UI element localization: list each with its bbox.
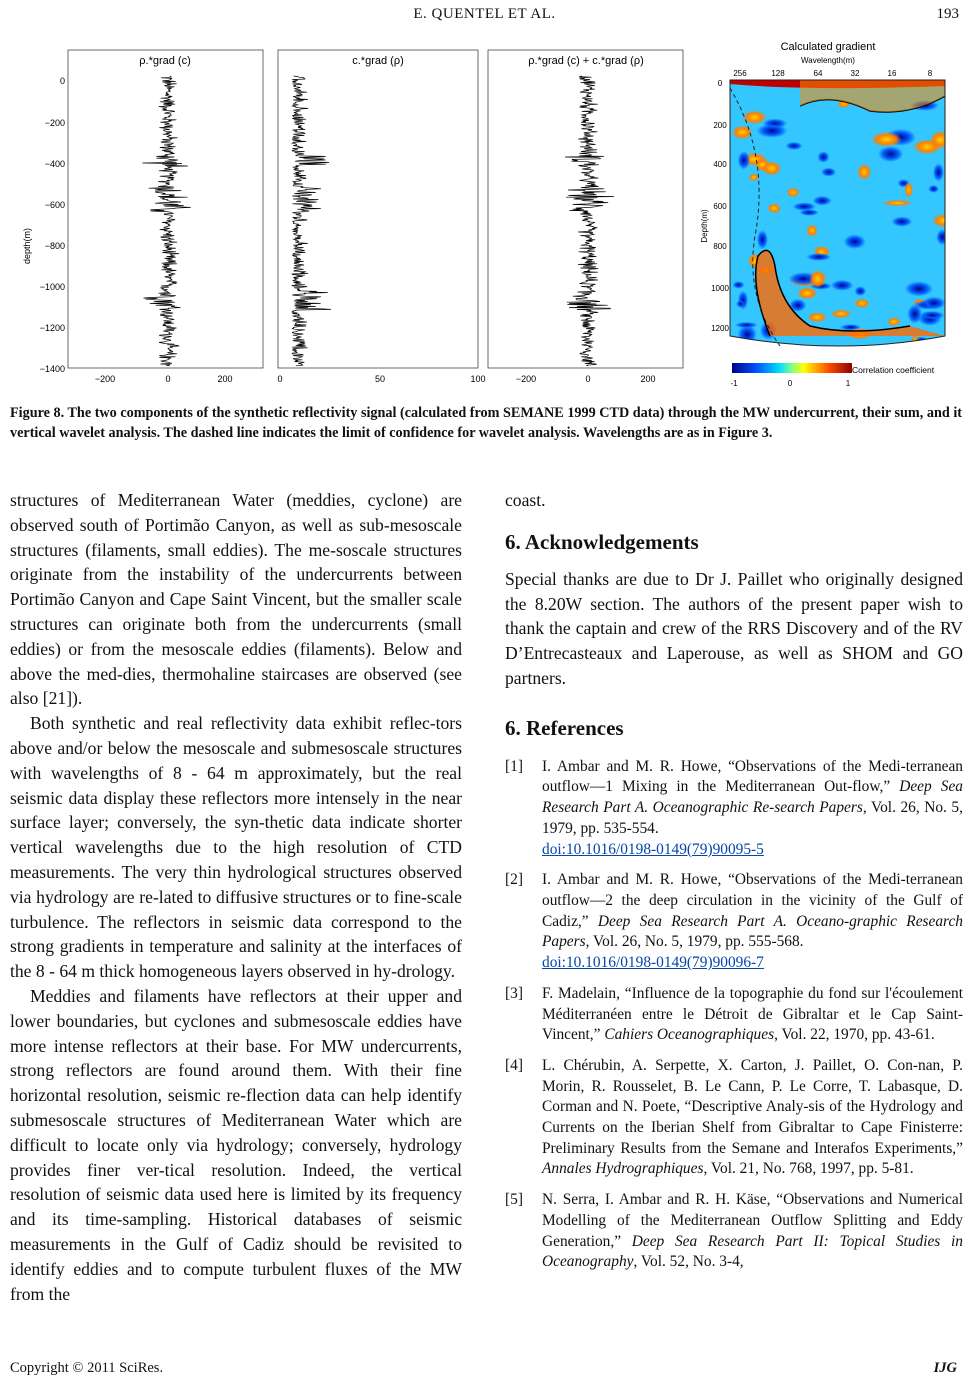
wavelet-feature (821, 168, 836, 177)
wavelet-feature (907, 304, 922, 323)
x-tick-labels (95, 374, 656, 384)
wavelet-feature (806, 253, 831, 261)
figure-8 (10, 36, 960, 394)
y-tick: −1200 (39, 323, 65, 333)
x-tick: −200 (515, 374, 537, 384)
wavelet-feature (762, 161, 782, 175)
journal-abbrev: IJG (933, 1360, 957, 1376)
reference-list (505, 757, 963, 1273)
colorbar-tick: 0 (787, 379, 793, 388)
y-tick: 0 (59, 76, 65, 86)
reference-item (505, 1190, 963, 1273)
x-tick: 0 (585, 374, 591, 384)
wavelength-tick: 16 (887, 69, 897, 78)
y-tick: −400 (44, 159, 65, 169)
wavelet-feature (920, 311, 945, 320)
depth-tick: 600 (713, 202, 727, 211)
figure-caption: Figure 8. The two components of the synthetic reflectivity signal (calculated from SEMANE 1999 CTD data) through the MW undercurrent, their sum, and it vertical wavelet analysis. The dashed line indicates the limit of confidence for wavelet analysis. Wavelengths are as in Figure 3. (10, 405, 962, 441)
wavelet-feature (736, 300, 745, 308)
x-tick: 100 (470, 374, 486, 384)
wavelet-feature (813, 196, 832, 206)
wavelet-feature (887, 317, 900, 326)
reference-details: , Vol. 26, No. 5, 1979, pp. 555-568. (585, 933, 804, 951)
depth-tick: 800 (713, 242, 727, 251)
wavelet-feature (735, 322, 758, 328)
wavelength-tick: 256 (733, 69, 747, 78)
y-tick: −1000 (39, 282, 65, 292)
acknowledgements-heading: 6. Acknowledgements (505, 529, 699, 554)
y-axis-label: depth(m) (22, 227, 32, 265)
doi-link[interactable]: doi:10.1016/0198-0149(79)90095-5 (542, 840, 764, 858)
reference-text: F. Madelain, “Influence de la topographie du fond sur l'écoulement Méditerranéen entre le Détroit de Gibraltar et le Cap Saint-Vincent,” (542, 984, 963, 1044)
colorbar-ticks (730, 379, 850, 388)
wavelet-feature (806, 224, 818, 237)
wavelet-feature (855, 286, 867, 296)
wavelength-tick: 8 (927, 69, 933, 78)
colorbar (732, 363, 852, 373)
wavelet-feature (757, 124, 788, 138)
page-number: 193 (936, 6, 959, 22)
running-header: E. QUENTEL ET AL. (413, 6, 556, 22)
wavelet-feature (854, 299, 870, 308)
y-tick: −1400 (39, 364, 65, 374)
wavelength-ticks (733, 69, 932, 78)
reference-number: [2] (505, 871, 523, 889)
wavelet-feature (831, 280, 854, 291)
reference-details: , Vol. 26, No. 5, 1979, pp. 535-554. (542, 799, 963, 837)
reference-item (505, 870, 963, 974)
reference-journal: Deep Sea Research Part A. Oceano-graphic Research Papers (542, 912, 963, 951)
wavelet-title: Calculated gradient (780, 41, 876, 53)
reference-journal: Annales Hydrographiques (542, 1160, 704, 1178)
x-tick: 0 (277, 374, 283, 384)
wavelet-feature (808, 312, 827, 322)
panel-3-title: ρ.*grad (c) + c.*grad (ρ) (528, 55, 644, 67)
signal-trace-c-grad-rho (292, 76, 331, 366)
panel-1-title: ρ.*grad (c) (139, 55, 191, 67)
wavelet-feature (933, 163, 944, 181)
wavelet-map (730, 80, 956, 350)
reference-journal: Cahiers Oceanographiques (604, 1026, 775, 1044)
x-tick: −200 (94, 374, 116, 384)
depth-tick: 400 (713, 160, 727, 169)
wavelet-feature (878, 146, 903, 162)
wavelet-feature (904, 182, 913, 198)
x-tick: 0 (165, 374, 171, 384)
wavelet-feature (928, 185, 938, 193)
wavelet-feature (871, 132, 902, 147)
paragraph: Meddies and filaments have reflectors at their upper and lower boundaries, but cyclones and submesoscale eddies have more intense reflectors at their base. For MW undercurrents, strong reflectors are found around them. With their fine horizontal resolution, seismic re-flection data can help identify submesoscale structures of Mediterranean Water which are difficult to locate only via hydrology; conversely, hydrology provides finer ver-tical resolution. Indeed, the vertical resolution of seismic data used here is limited by its frequency and its time-sampling. Historical databases of seismic measurements in the Gulf of Cadiz should be revisited to identify eddies and to compute turbulent fluxes of the MW from the (10, 985, 462, 1304)
wavelet-feature (786, 188, 799, 198)
reference-item (505, 1056, 963, 1180)
wavelet-feature (922, 297, 946, 310)
paragraph: Both synthetic and real reflectivity data exhibit reflec-tors above and/or below the mesoscale and submesoscale structures with wavelengths of 8 - 64 m approximately, but the real seismic data display these reflectors more intensely in the near surface layer; conversely, the syn-thetic data indicate shorter vertical wavelengths due to the high resolution of CTD measurements. The very thin hydrological structures observed via hydrology are re-lated to diffusive structures or to fine-scale turbulence. The reflectors in seismic data correspond to the strong gradients in temperature and salinity at the interfaces of the 8 - 64 m thick homogeneous layers observed in hy-drology. (10, 713, 462, 982)
depth-ticks (711, 79, 729, 333)
wavelet-feature (749, 174, 759, 182)
panel-2-title: c.*grad (ρ) (352, 55, 404, 67)
reference-details: , Vol. 22, 1970, pp. 43-61. (774, 1026, 935, 1044)
wavelet-feature (797, 287, 818, 299)
reference-text: I. Ambar and M. R. Howe, “Observations of the Medi-terranean outflow—2 the deep circulation in the vicinity of the Gulf of Cadiz,” (542, 871, 963, 930)
depth-tick: 200 (713, 121, 727, 130)
wavelet-feature (738, 151, 751, 169)
wavelet-feature (732, 125, 753, 139)
wavelet-feature (913, 139, 941, 154)
figure-8-svg (10, 36, 960, 394)
reference-number: [1] (505, 757, 523, 775)
reference-number: [4] (505, 1056, 523, 1074)
signal-trace-sum (565, 76, 614, 366)
wavelet-feature (932, 214, 956, 227)
depth-tick: 1000 (711, 284, 729, 293)
copyright: Copyright © 2011 SciRes. (10, 1360, 164, 1376)
colorbar-label: Correlation coefficient (852, 365, 935, 375)
wavelet-feature (936, 229, 948, 245)
x-tick: 200 (217, 374, 233, 384)
y-tick: −600 (44, 200, 65, 210)
wavelet-feature (817, 151, 829, 163)
reference-item (505, 984, 963, 1046)
wavelet-feature (767, 203, 781, 213)
wavelet-subtitle: Wavelength(m) (801, 56, 855, 65)
colorbar-tick: 1 (845, 379, 851, 388)
colorbar-tick: -1 (730, 379, 738, 388)
y-tick: −800 (44, 241, 65, 251)
paragraph: structures of Mediterranean Water (meddies, cyclone) are observed south of Portimão Canyon, as well as sub-mesoscale structures (filaments, small eddies). The me-soscale structures originate from the instability of the undercurrents between Portimão Canyon and Cape Saint Vincent, but the smaller scale structures can originate both from the undercurrents (small eddies) or from the mesoscale eddies (filaments). Below and above the med-dies, thermohaline staircases are observed (see also [21]). (10, 490, 462, 709)
reference-number: [5] (505, 1191, 523, 1209)
reference-item (505, 757, 963, 861)
reference-journal: Deep Sea Research Part A. Oceanographic Re-search Papers (542, 778, 963, 817)
wavelength-tick: 64 (813, 69, 823, 78)
wavelet-feature (844, 234, 866, 249)
wavelet-feature (733, 281, 745, 288)
wavelength-tick: 128 (771, 69, 785, 78)
reference-journal: Deep Sea Research Part II: Topical Studies in Oceanography (542, 1232, 963, 1271)
wavelet-feature (857, 164, 871, 180)
references-heading: 6. References (505, 715, 624, 740)
depth-tick: 1200 (711, 324, 729, 333)
acknowledgements-text: Special thanks are due to Dr J. Paillet who originally designed the 8.20W section. The authors of the present paper wish to thank the captain and crew of the RRS Discovery and of the RV D’Entrecasteaux and Laperouse, as well as SHOM and GO partners. (505, 568, 963, 688)
doi-link[interactable]: doi:10.1016/0198-0149(79)90096-7 (542, 954, 764, 972)
x-tick: 200 (640, 374, 656, 384)
paragraph-continuation: coast. (505, 490, 546, 510)
depth-tick: 0 (717, 79, 723, 88)
reference-text: N. Serra, I. Ambar and R. H. Käse, “Observations and Numerical Modelling of the Mediterranean Outflow Splitting and Eddy Generation,” (542, 1191, 963, 1250)
wavelet-feature (892, 217, 913, 227)
wavelet-feature (800, 209, 819, 216)
right-column (505, 488, 963, 1283)
wavelet-feature (757, 230, 768, 249)
wavelet-feature (905, 281, 933, 296)
left-column (10, 488, 462, 1306)
wavelet-y-label: Depth(m) (700, 209, 709, 243)
signal-trace-rho-grad-c (143, 76, 191, 366)
wavelet-feature (831, 310, 852, 319)
reference-number: [3] (505, 984, 523, 1002)
wavelet-feature (882, 200, 913, 206)
x-tick: 50 (374, 374, 386, 384)
wavelet-feature (809, 270, 826, 288)
y-tick: −200 (44, 118, 65, 128)
reference-details: , Vol. 52, No. 3-4, (633, 1253, 744, 1271)
wavelet-feature (786, 142, 803, 150)
reference-text: I. Ambar and M. R. Howe, “Observations of the Medi-terranean outflow—1 Mixing in the Mediterranean Out-flow,” (542, 757, 963, 796)
wavelength-tick: 32 (850, 69, 860, 78)
reference-text: L. Chérubin, A. Serpette, X. Carton, J. Paillet, O. Con-nan, P. Morin, R. Rousselet, B. Le Cann, P. Le Corre, T. Labasque, D. Corman and N. Poete, “Descriptive Analy-sis of the Hydrology and Currents on the Iberian Shelf from Gibraltar to Cape Finisterre: Preliminary Results from the Semane and Interafos Experiments,” (542, 1056, 963, 1157)
reference-details: , Vol. 21, No. 768, 1997, pp. 5-81. (703, 1160, 914, 1178)
y-tick-labels (40, 76, 65, 374)
